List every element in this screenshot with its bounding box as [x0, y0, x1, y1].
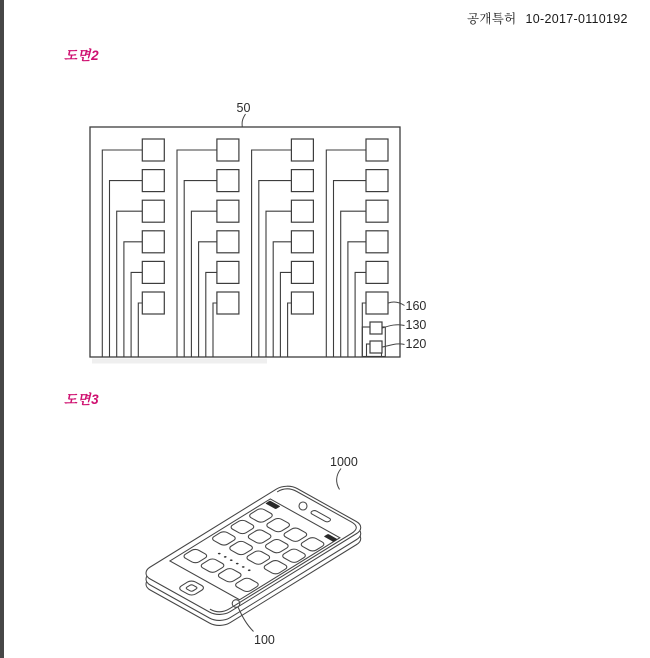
- label-device-1000: 1000: [330, 455, 358, 469]
- leader-line-130: [382, 325, 404, 328]
- sensor-trace: [184, 181, 217, 357]
- sensor-trace: [280, 272, 291, 356]
- contact-hole-130: [370, 322, 382, 334]
- sensor-trace: [273, 242, 291, 357]
- sensing-electrode: [366, 292, 388, 314]
- leader-line-160: [388, 302, 404, 306]
- sensing-electrode: [291, 139, 313, 161]
- sensor-trace: [124, 242, 142, 357]
- figure2-panel: [90, 101, 426, 364]
- sensing-electrode: [291, 292, 313, 314]
- publication-label: 공개특허: [467, 12, 517, 26]
- leader-line-50: [242, 114, 245, 127]
- sensing-electrode: [142, 170, 164, 192]
- publication-number: 10-2017-0110192: [525, 12, 628, 26]
- sensing-electrode: [217, 139, 239, 161]
- label-contact-130: 130: [405, 318, 427, 332]
- label-pad-120: 120: [405, 337, 427, 351]
- sensing-electrode: [142, 231, 164, 253]
- figure3-caption: 도면3: [64, 392, 100, 407]
- sensing-electrode: [142, 200, 164, 222]
- sensing-electrode: [142, 292, 164, 314]
- sensor-trace: [259, 181, 292, 357]
- label-screen-100: 100: [254, 633, 275, 647]
- sensing-electrode: [366, 170, 388, 192]
- sensor-trace: [355, 272, 366, 356]
- sensor-trace: [131, 272, 142, 356]
- sensing-electrode: [291, 231, 313, 253]
- figure2-caption: 도면2: [64, 48, 100, 63]
- sensor-trace: [110, 181, 143, 357]
- scan-shadow: [92, 359, 267, 364]
- contact-hole-120: [370, 341, 382, 353]
- sensor-trace: [206, 272, 217, 356]
- sensing-electrode: [366, 261, 388, 283]
- sensing-electrode: [291, 200, 313, 222]
- figure3-phone: [140, 455, 367, 647]
- sensor-trace: [348, 242, 366, 357]
- sensing-electrode: [217, 231, 239, 253]
- sensor-trace: [138, 303, 142, 357]
- sensing-electrode: [217, 170, 239, 192]
- label-electrode-160: 160: [405, 299, 427, 313]
- sensing-electrode: [217, 261, 239, 283]
- sensing-electrode: [291, 170, 313, 192]
- electrode-grid: [102, 139, 388, 357]
- sensing-electrode: [291, 261, 313, 283]
- label-panel-50: 50: [236, 101, 251, 115]
- sensing-electrode: [366, 200, 388, 222]
- sensing-electrode: [366, 139, 388, 161]
- sensing-electrode: [217, 200, 239, 222]
- sensing-electrode: [217, 292, 239, 314]
- sensing-electrode: [366, 231, 388, 253]
- sensor-trace: [334, 181, 367, 357]
- sensing-electrode: [142, 139, 164, 161]
- leader-line-1000: [337, 469, 341, 490]
- sensing-electrode: [142, 261, 164, 283]
- sensor-trace: [199, 242, 217, 357]
